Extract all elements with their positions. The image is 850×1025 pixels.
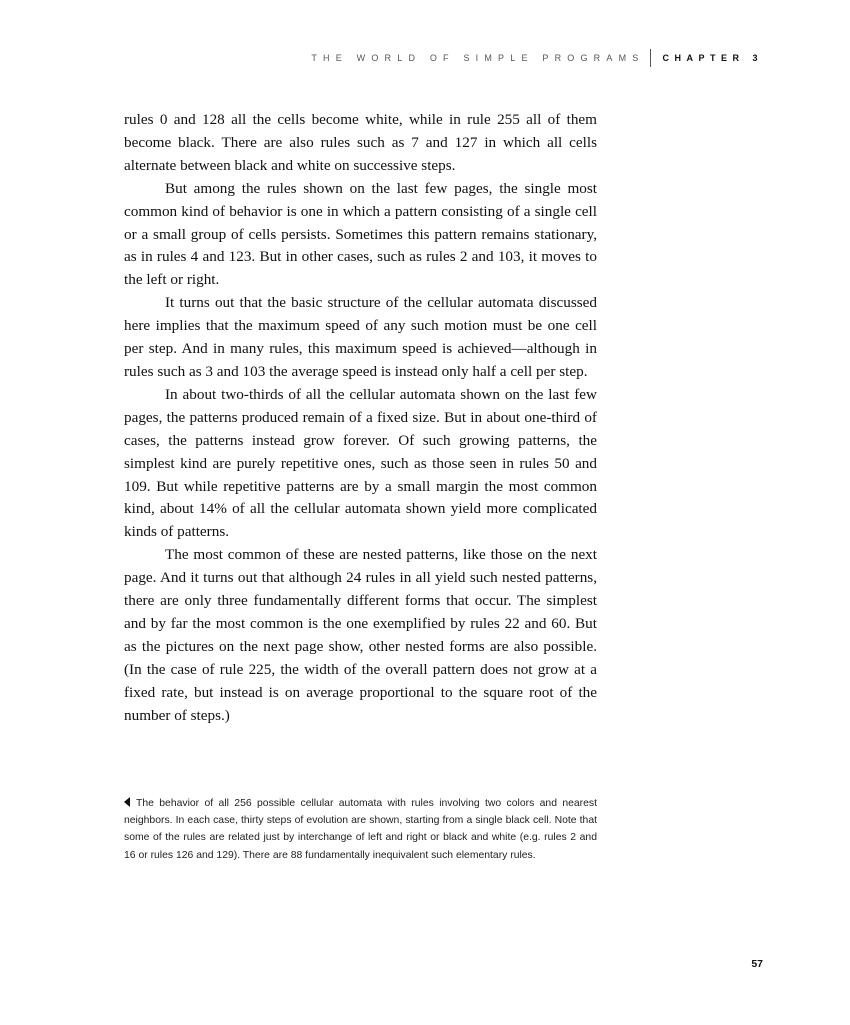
header-divider [650, 49, 651, 67]
body-text [124, 109, 597, 727]
paragraph-4: In about two-thirds of all the cellular automata shown on the last few pages, the patterns produced remain of a fixed size. But in about one-third of cases, the patterns instead grow forever. Of such growing patterns, the simplest kind are purely repetitive ones, such as those seen in rules 50 and 109. But while repetitive patterns are by a small margin the most common kind, about 14% of all the cellular automata shown yield more complicated kinds of patterns. [124, 385, 597, 541]
paragraph-5: The most common of these are nested patterns, like those on the next page. And it turns out that although 24 rules in all yield such nested patterns, there are only three fundamentally different forms that occur. The simplest and by far the most common is the one exemplified by rules 22 and 60. But as the pictures on the next page show, other nested forms are also possible. (In the case of rule 225, the width of the overall pattern does not grow at a fixed rate, but instead is on average proportional to the square root of the number of steps.) [124, 546, 597, 724]
paragraph-2: But among the rules shown on the last few pages, the single most common kind of behavior is one in which a pattern consisting of a single cell or a small group of cells persists. Sometimes this pattern remains stationary, as in rules 4 and 123. But in other cases, such as rules 2 and 103, it moves to the left or right. [124, 179, 597, 289]
page-number: 57 [751, 958, 763, 970]
figure-caption [124, 795, 597, 864]
caption-text: The behavior of all 256 possible cellular automata with rules involving two colors and nearest neighbors. In each case, thirty steps of evolution are shown, starting from a single black cell. Note that some of the rules are related just by interchange of left and right or black and white (e.g. rules 2 and 16 or rules 126 and 129). There are 88 fundamentally inequivalent such elementary rules. [124, 798, 597, 861]
running-head [311, 49, 763, 67]
paragraph-3: It turns out that the basic structure of the cellular automata discussed here implies that the maximum speed of any such motion must be one cell per step. And in many rules, this maximum speed is achieved—although in rules such as 3 and 103 the average speed is instead only half a cell per step. [124, 294, 597, 380]
paragraph-1: rules 0 and 128 all the cells become white, while in rule 255 all of them become black. There are also rules such as 7 and 127 in which all cells alternate between black and white on successive steps. [124, 111, 597, 174]
chapter-label: CHAPTER 3 [662, 53, 763, 63]
left-arrow-icon [124, 797, 130, 807]
book-title: THE WORLD OF SIMPLE PROGRAMS [311, 53, 645, 63]
